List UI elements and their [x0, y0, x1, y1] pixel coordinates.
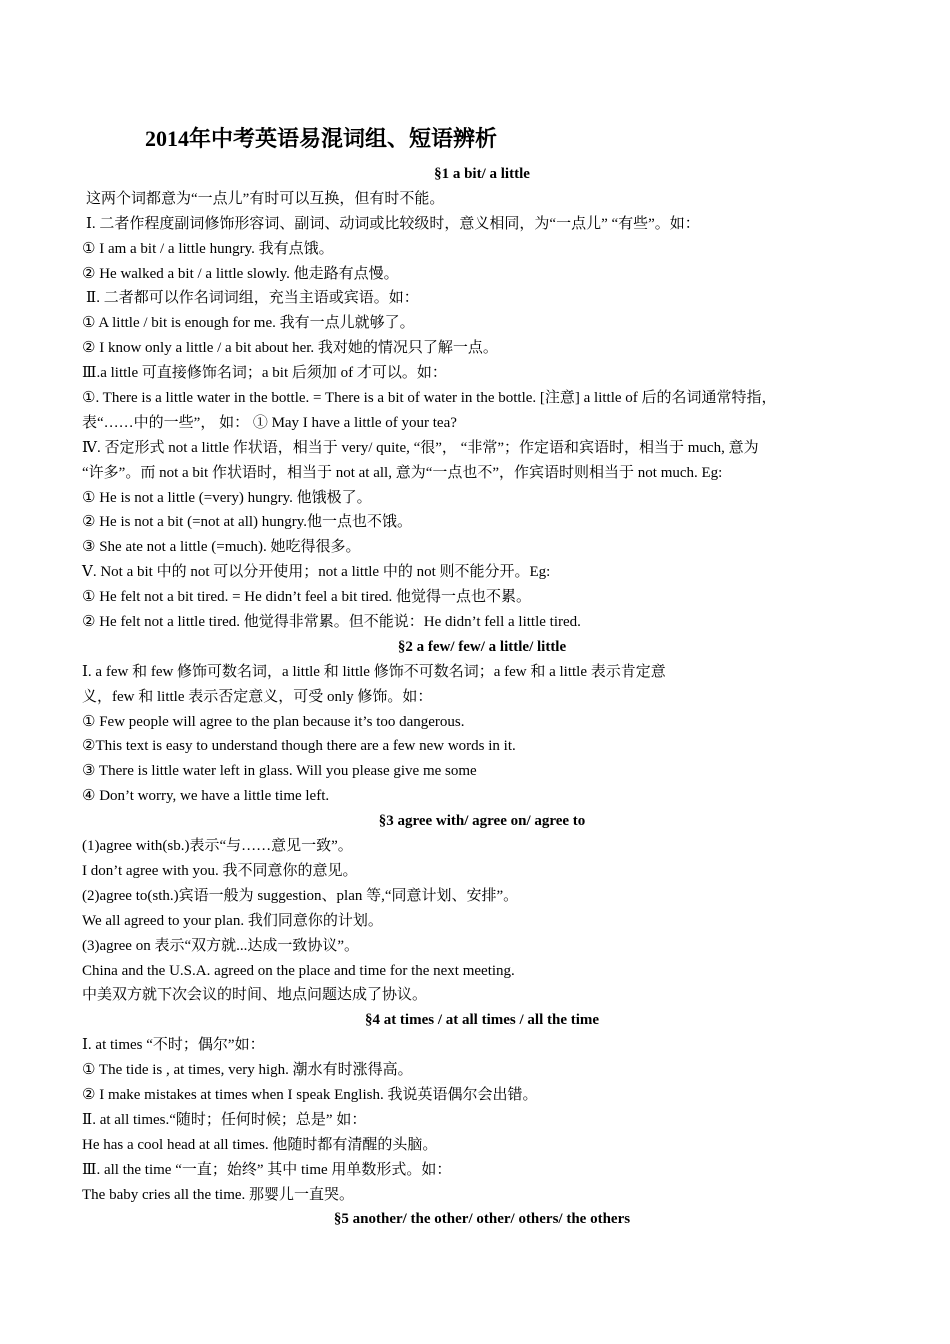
page-title: 2014年中考英语易混词组、短语辨析	[145, 126, 498, 151]
text-line: ① A little / bit is enough for me. 我有一点儿就够了。	[82, 315, 415, 332]
text-line: Ⅳ. 否定形式 not a little 作状语，相当于 very/ quite, “很”， “非常”；作定语和宾语时，相当于 much, 意为	[82, 439, 759, 456]
text-line: ② He felt not a little tired. 他觉得非常累。但不能说：He didn’t fell a little tired.	[82, 614, 581, 631]
text-line: ② He is not a bit (=not at all) hungry.他一点也不饿。	[82, 514, 413, 531]
text-line: (2)agree to(sth.)宾语一般为 suggestion、plan 等,“同意计划、安排”。	[82, 887, 519, 904]
text-line: ②This text is easy to understand though there are a few new words in it.	[82, 738, 516, 755]
text-line: 这两个词都意为“一点儿”有时可以互换，但有时不能。	[86, 190, 445, 207]
text-line: Ⅱ. 二者都可以作名词词组，充当主语或宾语。如：	[86, 290, 419, 307]
text-line: We all agreed to your plan. 我们同意你的计划。	[82, 912, 383, 929]
text-line: The baby cries all the time. 那婴儿一直哭。	[82, 1186, 355, 1203]
text-line: 表“……中的一些”， 如： ① May I have a little of your tea?	[82, 414, 457, 431]
text-line: “许多”。而 not a bit 作状语时，相当于 not at all, 意为“一点也不”，作宾语时则相当于 not much. Eg:	[82, 464, 723, 481]
section-heading: §3 agree with/ agree on/ agree to	[378, 813, 586, 830]
text-line: ② I make mistakes at times when I speak English. 我说英语偶尔会出错。	[82, 1086, 538, 1103]
text-line: ① Few people will agree to the plan because it’s too dangerous.	[82, 713, 465, 730]
text-line: (3)agree on 表示“双方就...达成一致协议”。	[82, 937, 360, 954]
text-line: (1)agree with(sb.)表示“与……意见一致”。	[82, 838, 353, 855]
text-line: ① He felt not a bit tired. = He didn’t feel a bit tired. 他觉得一点也不累。	[82, 589, 532, 606]
text-line: ③ She ate not a little (=much). 她吃得很多。	[82, 539, 361, 556]
text-line: ①. There is a little water in the bottle. = There is a bit of water in the bottle. [注意] a little of 后的名词通常特指，	[82, 390, 777, 407]
section-heading: §2 a few/ few/ a little/ little	[397, 638, 567, 655]
text-line: ② He walked a bit / a little slowly. 他走路有点慢。	[82, 265, 399, 282]
text-line: Ⅰ. 二者作程度副词修饰形容词、副词、动词或比较级时，意义相同，为“一点儿” “有些”。如：	[86, 215, 700, 232]
text-line: ① He is not a little (=very) hungry. 他饿极了。	[82, 489, 372, 506]
text-line: 义，few 和 little 表示否定意义，可受 only 修饰。如：	[82, 688, 433, 705]
document-body	[82, 162, 882, 1232]
text-line: Ⅱ. at all times.“随时；任何时候；总是” 如：	[82, 1111, 367, 1128]
section-heading: §4 at times / at all times / all the time	[364, 1012, 600, 1029]
text-line: 中美双方就下次会议的时间、地点问题达成了协议。	[82, 987, 428, 1004]
text-line: ② I know only a little / a bit about her. 我对她的情况只了解一点。	[82, 340, 498, 357]
text-line: Ⅲ.a little 可直接修饰名词；a bit 后须加 of 才可以。如：	[82, 365, 447, 382]
text-line: Ⅲ. all the time “一直；始终” 其中 time 用单数形式。如：	[82, 1161, 452, 1178]
section-heading: §1 a bit/ a little	[434, 166, 530, 182]
section-heading: §5 another/ the other/ other/ others/ the others	[333, 1211, 631, 1228]
text-line: I don’t agree with you. 我不同意你的意见。	[82, 862, 358, 879]
text-line: ③ There is little water left in glass. Will you please give me some	[82, 763, 477, 780]
text-line: China and the U.S.A. agreed on the place and time for the next meeting.	[82, 962, 515, 979]
text-line: ① The tide is , at times, very high. 潮水有时涨得高。	[82, 1062, 413, 1079]
text-line: Ⅰ. a few 和 few 修饰可数名词，a little 和 little 修饰不可数名词；a few 和 a little 表示肯定意	[82, 663, 666, 680]
text-line: He has a cool head at all times. 他随时都有清醒的头脑。	[82, 1136, 438, 1153]
text-line: ④ Don’t worry, we have a little time left.	[82, 788, 330, 805]
text-line: Ⅴ. Not a bit 中的 not 可以分开使用；not a little 中的 not 则不能分开。Eg:	[82, 564, 551, 581]
text-line: ① I am a bit / a little hungry. 我有点饿。	[82, 240, 334, 257]
text-line: Ⅰ. at times “不时；偶尔”如：	[82, 1037, 265, 1054]
